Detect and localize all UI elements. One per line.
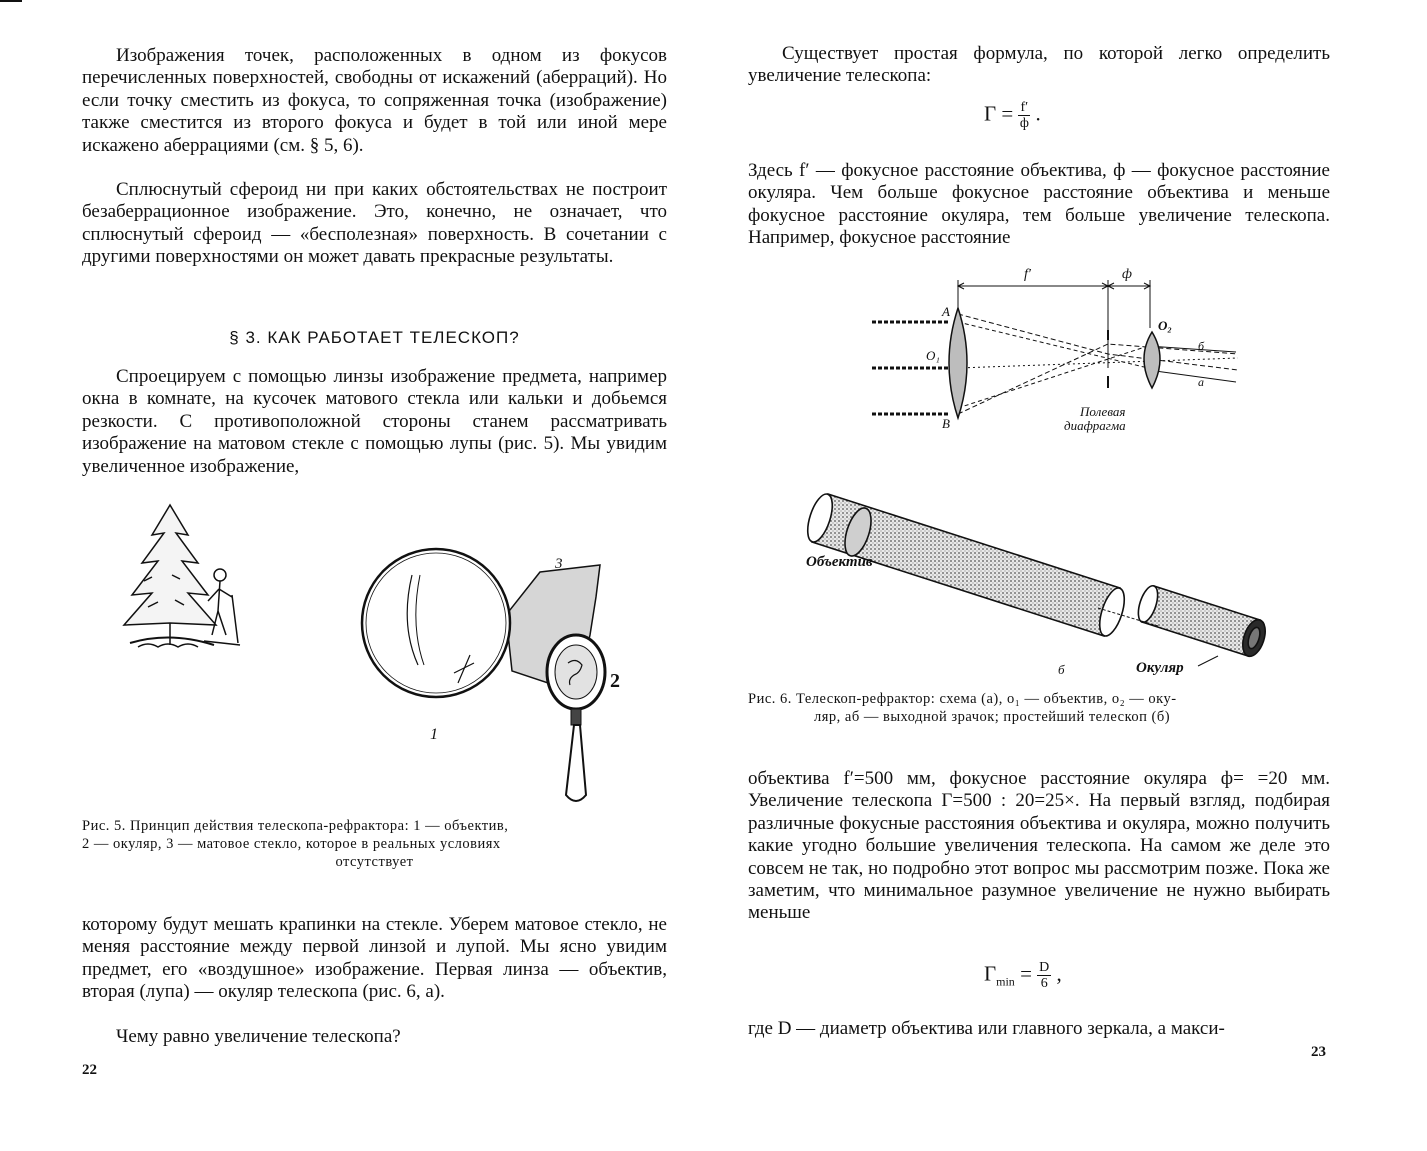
objective-lens-shape xyxy=(949,308,967,418)
figure-6b-telescope-illustration xyxy=(798,460,1288,678)
left-paragraph-4: которому будут мешать крапинки на стекле. Уберем матовое стекло, не меняя расстояние между первой линзой и лупой. Мы ясно увидим предмет, его «воздушное» изображение. Первая линза — объектив, вторая (лупа) — окуляр телескопа (рис. 6, а). xyxy=(82,914,667,1003)
formula-1-denominator: ф xyxy=(1019,116,1029,131)
left-paragraph-1: Изображения точек, расположенных в одном из фокусов перечисленных поверхностей, свободны от искажений (аберраций). Но если точку сместить из фокуса, то сопряженная точка (изображение) также сместится из второго фокуса и будет в той или иной мере искажено аберрациями (см. § 5, 6). xyxy=(82,45,667,156)
eyepiece-tube xyxy=(1135,583,1270,659)
formula-1-lhs: Г = xyxy=(984,101,1014,126)
figure-5-caption-line-1: Рис. 5. Принцип действия телескопа-рефрактора: 1 — объектив, xyxy=(82,818,509,834)
right-paragraph-1: Существует простая формула, по которой легко определить увеличение телескопа: xyxy=(748,43,1330,87)
diagram-label-O2: O₂ xyxy=(1158,318,1172,333)
formula-2-subscript: min xyxy=(996,974,1015,989)
left-paragraph-3: Спроецируем с помощью линзы изображение предмета, например окна в комнате, на кусочек матового стекла или кальки и добьемся резкости. С противоположной стороны станем рассматривать изображение на матовом стекле с помощью лупы (рис. 5). Мы увидим увеличенное изображение, xyxy=(82,366,667,477)
skier-illustration xyxy=(204,569,240,645)
page-corner-mark xyxy=(0,0,22,2)
objective-lens-illustration xyxy=(362,549,510,697)
right-paragraph-3: объектива f′=500 мм, фокусное расстояние окуляра ф= =20 мм. Увеличение телескопа Г=500 : 20=25×. На первый взгляд, подбирая различные фокусные расстояния объектива и окуляра, можно получить какие угодно большие увеличения телескопа. На самом же деле это совсем не так, но подробно этот вопрос мы рассмотрим позже. Пока же заметим, что минимальное разумное увеличение не нужно выбирать меньше xyxy=(748,768,1330,924)
figure-5-caption-line-2: 2 — окуляр, 3 — матовое стекло, которое в реальных условиях xyxy=(82,836,501,852)
figure-5-caption-line-3: отсутствует xyxy=(335,854,414,870)
magnifier-illustration xyxy=(547,635,605,801)
formula-2-equals: = xyxy=(1020,961,1032,986)
diagram-label-phi: ф xyxy=(1122,267,1132,282)
figure-5-label-3: 3 xyxy=(555,556,563,572)
right-paragraph-2: Здесь f′ — фокусное расстояние объектива, ф — фокусное расстояние окуляра. Чем больше фокусное расстояние объектива и меньше фокусное расстояние окуляра, тем больше увеличение телескопа. Например, фокусное расстояние xyxy=(748,160,1330,249)
tree-illustration xyxy=(124,505,216,647)
figure-5-illustration xyxy=(82,495,667,815)
left-paragraph-5: Чему равно увеличение телескопа? xyxy=(116,1026,401,1047)
right-paragraph-4: где D — диаметр объектива или главного зеркала, а макси- xyxy=(748,1018,1225,1039)
formula-2-denominator: 6 xyxy=(1040,976,1048,991)
diagram-label-field-stop-1: Полевая xyxy=(1080,404,1126,419)
formula-min-magnification xyxy=(984,960,1062,991)
diagram-label-b: б xyxy=(1198,339,1205,353)
diagram-label-A: A xyxy=(942,304,950,319)
section-heading: § 3. КАК РАБОТАЕТ ТЕЛЕСКОП? xyxy=(229,328,520,347)
formula-1-tail: . xyxy=(1035,101,1041,126)
formula-2-tail: , xyxy=(1056,961,1062,986)
diagram-label-field-stop-2: диафрагма xyxy=(1064,418,1126,433)
telescope-label-eyepiece: Окуляр xyxy=(1136,660,1184,676)
figure-6-caption xyxy=(748,690,1330,726)
formula-1-fraction xyxy=(1018,100,1030,131)
formula-magnification xyxy=(984,100,1041,131)
figure-5-caption xyxy=(82,817,667,871)
formula-1-numerator: f′ xyxy=(1020,100,1029,115)
diagram-label-B: B xyxy=(942,416,950,431)
eyepiece-lens-shape xyxy=(1144,332,1160,388)
formula-2-fraction xyxy=(1037,960,1051,991)
formula-2-lhs: Г xyxy=(984,961,997,986)
figure-6-caption-line-1: Рис. 6. Телескоп-рефрактор: схема (а), o₁ — объектив, o₂ — оку- xyxy=(748,691,1177,707)
left-paragraph-2: Сплюснутый сфероид ни при каких обстоятельствах не построит безаберрационное изображение. Это, конечно, не означает, что сплюснутый сфероид — «бесполезная» поверхность. В сочетании с другими поверхностями он может давать прекрасные результаты. xyxy=(82,179,667,268)
figure-6a-optical-diagram xyxy=(858,258,1248,438)
right-page-number: 23 xyxy=(1311,1044,1326,1060)
diagram-label-f-prime: f′ xyxy=(1024,267,1031,282)
left-page-number: 22 xyxy=(82,1062,97,1078)
figure-6-caption-line-2: ляр, аб — выходной зрачок; простейший телескоп (б) xyxy=(814,709,1171,725)
telescope-label-objective: Объектив xyxy=(806,554,873,570)
figure-5-label-2: 2 xyxy=(610,670,620,692)
telescope-label-b: б xyxy=(1058,662,1065,677)
formula-2-numerator: D xyxy=(1039,960,1050,975)
diagram-label-O1: O₁ xyxy=(926,348,940,363)
figure-5-label-1: 1 xyxy=(430,726,438,743)
diagram-label-a: a xyxy=(1198,375,1204,389)
